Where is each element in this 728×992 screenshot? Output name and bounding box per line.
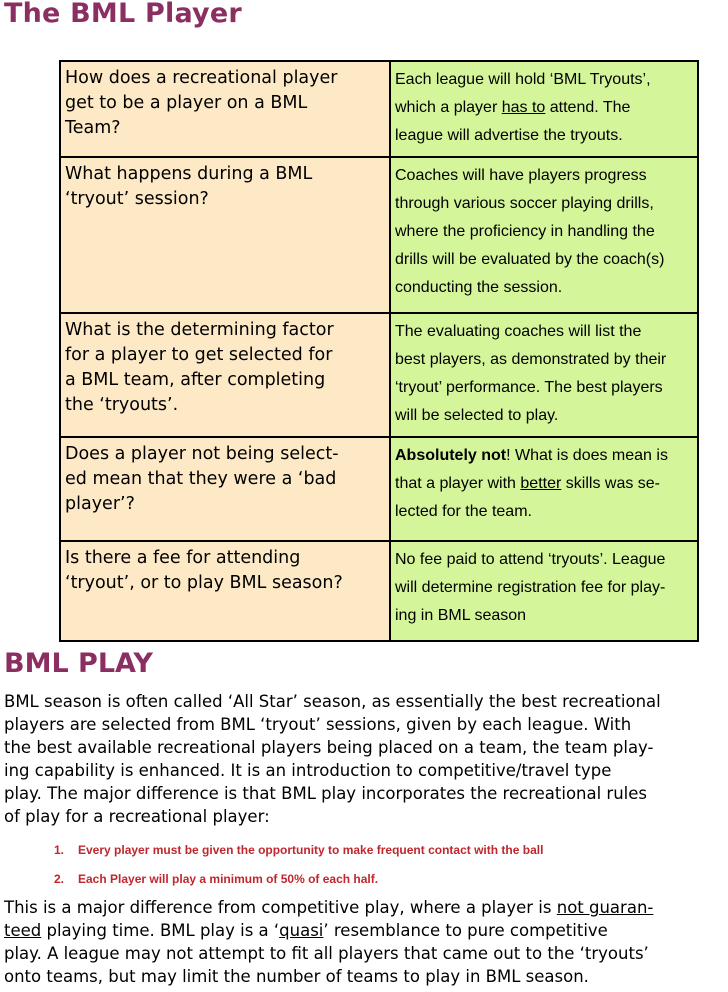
answer-line — [395, 190, 693, 218]
answer-line — [395, 122, 693, 150]
text-run: conducting the session. — [395, 279, 563, 296]
question-line: ‘tryout’, or to play BML season? — [65, 573, 343, 593]
answer-line — [395, 402, 693, 430]
text-run: attend. The — [545, 99, 631, 116]
text-run: ‘tryout’ performance. The best players — [395, 379, 663, 396]
answer-line — [395, 470, 693, 498]
text-run: through various soccer playing drills, — [395, 195, 654, 212]
answer-line — [395, 94, 693, 122]
closing-line — [4, 896, 722, 919]
intro-line: the best available recreational players being placed on a team, the team play- — [4, 738, 654, 757]
question-line: What is the determining factor — [65, 320, 334, 340]
text-run: ing in BML season — [395, 607, 527, 624]
text-run: better — [520, 475, 562, 492]
question-line: What happens during a BML — [65, 164, 313, 184]
question-line: Team? — [65, 118, 121, 138]
intro-line: ing capability is enhanced. It is an introduction to competitive/travel type — [4, 761, 612, 780]
text-run: has to — [501, 99, 546, 116]
faq-question — [60, 313, 390, 437]
text-run: onto teams, but may limit the number of teams to play in BML season. — [4, 967, 589, 986]
answer-line — [395, 546, 693, 574]
answer-line — [395, 66, 693, 94]
answer-line — [395, 246, 693, 274]
text-run: playing time. BML play is a ‘ — [41, 921, 280, 940]
answer-line — [395, 374, 693, 402]
question-line: for a player to get selected for — [65, 345, 333, 365]
faq-question — [60, 157, 390, 313]
text-run: play. A league may not attempt to fit all players that came out to the ‘tryouts’ — [4, 944, 649, 963]
closing-paragraph — [4, 896, 722, 988]
answer-line — [395, 574, 693, 602]
rule-text: Each Player will play a minimum of 50% of each half. — [78, 872, 379, 886]
faq-question — [60, 541, 390, 641]
question-line: How does a recreational player — [65, 68, 338, 88]
intro-line: players are selected from BML ‘tryout’ sessions, given by each league. With — [4, 715, 632, 734]
faq-answer — [390, 437, 698, 541]
text-run: lected for the team. — [395, 503, 532, 520]
text-run: best players, as demonstrated by their — [395, 351, 667, 368]
text-run: where the proficiency in handling the — [395, 223, 655, 240]
answer-line — [395, 442, 693, 470]
question-line: ed mean that they were a ‘bad — [65, 469, 337, 489]
rule-text: Every player must be given the opportunity to make frequent contact with the ball — [78, 843, 544, 857]
page-title: The BML Player — [4, 0, 242, 29]
faq-row — [60, 157, 698, 313]
faq-answer — [390, 313, 698, 437]
text-run: skills was se- — [561, 475, 661, 492]
answer-line — [395, 318, 693, 346]
answer-line — [395, 274, 693, 302]
faq-row — [60, 541, 698, 641]
faq-row — [60, 437, 698, 541]
text-run: that a player with — [395, 475, 521, 492]
faq-question — [60, 61, 390, 157]
faq-table — [59, 60, 699, 642]
text-run: drills will be evaluated by the coach(s) — [395, 251, 665, 268]
rules-list — [54, 838, 694, 896]
rule-number: 2. — [54, 872, 65, 886]
text-run: This is a major difference from competitive play, where a player is — [4, 898, 557, 917]
section-title: BML PLAY — [4, 648, 153, 679]
closing-line — [4, 965, 722, 988]
question-line: Is there a fee for attending — [65, 548, 301, 568]
text-run: Absolutely not — [395, 447, 507, 464]
intro-line: of play for a recreational player: — [4, 807, 270, 826]
faq-question — [60, 437, 390, 541]
text-run: Each league will hold ‘BML Tryouts’, — [395, 71, 651, 88]
question-line: ‘tryout’ session? — [65, 189, 209, 209]
question-line: get to be a player on a BML — [65, 93, 308, 113]
intro-line: BML season is often called ‘All Star’ season, as essentially the best recreational — [4, 692, 661, 711]
closing-line — [4, 919, 722, 942]
answer-line — [395, 602, 693, 630]
closing-line — [4, 942, 722, 965]
text-run: Coaches will have players progress — [395, 167, 647, 184]
faq-answer — [390, 61, 698, 157]
answer-line — [395, 162, 693, 190]
faq-row — [60, 61, 698, 157]
question-line: the ‘tryouts’. — [65, 395, 179, 415]
intro-line: play. The major difference is that BML play incorporates the recreational rules — [4, 784, 648, 803]
text-run: No fee paid to attend ‘tryouts’. League — [395, 551, 666, 568]
text-run: ! What is does mean is — [506, 447, 668, 464]
text-run: teed — [4, 921, 42, 940]
question-line: player’? — [65, 494, 135, 514]
question-line: Does a player not being select- — [65, 444, 339, 464]
faq-row — [60, 313, 698, 437]
text-run: The evaluating coaches will list the — [395, 323, 642, 340]
rule-item — [54, 867, 694, 896]
text-run: quasi — [279, 921, 324, 940]
intro-paragraph — [4, 690, 722, 828]
rule-number: 1. — [54, 843, 65, 857]
text-run: not guaran- — [556, 898, 654, 917]
text-run: will be selected to play. — [395, 407, 559, 424]
question-line: a BML team, after completing — [65, 370, 326, 390]
faq-answer — [390, 541, 698, 641]
rule-item — [54, 838, 694, 867]
text-run: league will advertise the tryouts. — [395, 127, 623, 144]
answer-line — [395, 498, 693, 526]
faq-answer — [390, 157, 698, 313]
text-run: which a player — [395, 99, 502, 116]
text-run: ’ resemblance to pure competitive — [323, 921, 608, 940]
text-run: will determine registration fee for play- — [395, 579, 666, 596]
answer-line — [395, 218, 693, 246]
answer-line — [395, 346, 693, 374]
